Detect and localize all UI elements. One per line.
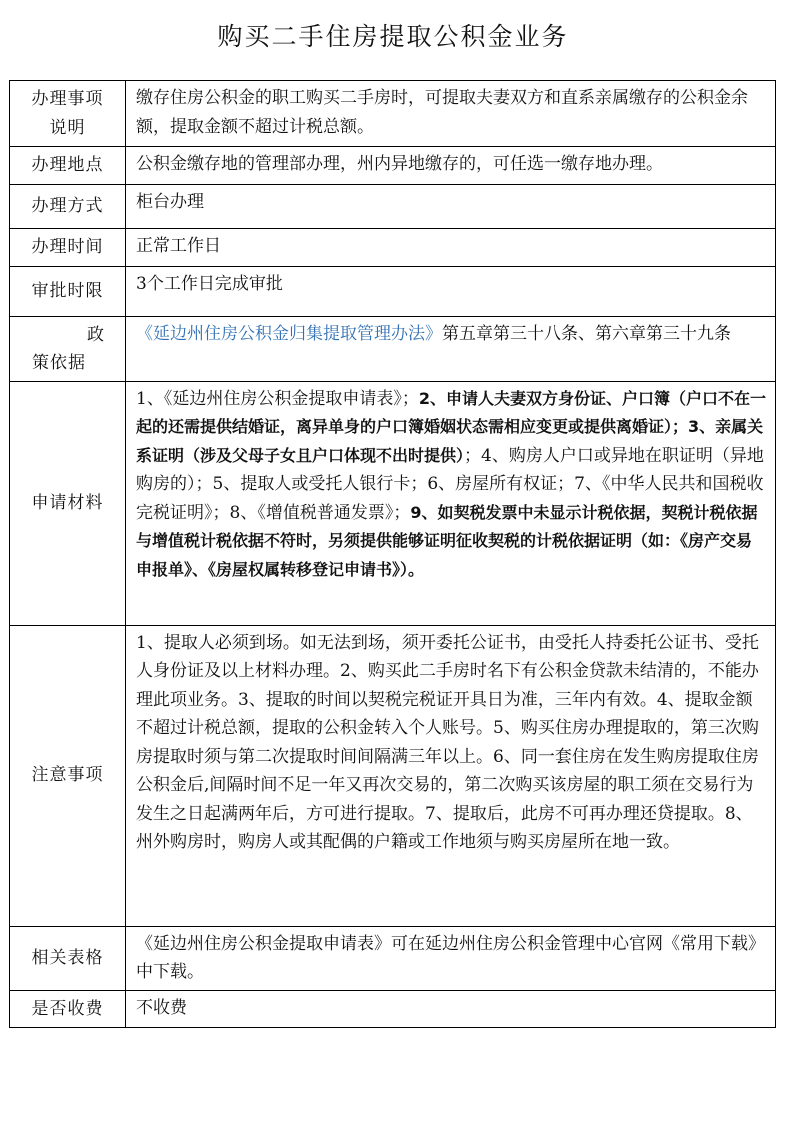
row-value-notes: 1、提取人必须到场。如无法到场，须开委托公证书，由受托人持委托公证书、受托人身份证及以上材料办理。2、购买此二手房时名下有公积金贷款未结清的，不能办理此项业务。3、提取的时间以契税完税证开具日为准，三年内有效。4、提取金额不超过计税总额，提取的公积金转入个人账号。5、购买住房办理提取的，第三次购房提取时须与第二次提取时间间隔满三年以上。6、同一套住房在发生购房提取住房公积金后,间隔时间不足一年又再次交易的，第二次购买该房屋的职工须在交易行为发生之日起满两年后，方可进行提取。7、提取后，此房不可再办理还贷提取。8、州外购房时，购房人或其配偶的户籍或工作地须与购买房屋所在地一致。	[126, 625, 776, 926]
materials-item-1: 1、《延边州住房公积金提取申请表》；	[136, 388, 419, 409]
materials-item-9: 9、如契税发票中未显示计税依据，契税计税依据与增值税计税依据不符时，另须提供能够证明征收契税的计税依据证明（如：《房产交易申报单》、《房屋权属转移登记申请书》）。	[136, 502, 758, 579]
table-row-method	[10, 185, 776, 229]
page-title: 购买二手住房提取公积金业务	[217, 22, 569, 51]
row-label-description-line1: 办理事项	[31, 89, 104, 109]
row-value-location: 公积金缴存地的管理部办理，州内异地缴存的，可任选一缴存地办理。	[126, 147, 776, 185]
row-value-time: 正常工作日	[126, 229, 776, 267]
policy-regulation-link[interactable]: 《延边州住房公积金归集提取管理办法》	[136, 323, 442, 344]
business-info-table	[9, 80, 776, 1028]
row-label-time: 办理时间	[10, 229, 126, 267]
row-label-notes: 注意事项	[10, 625, 126, 926]
materials-items-4-8: ；4、购房人户口或异地在职证明（异地购房的）；5、提取人或受托人银行卡；6、房屋所有权证；7、《中华人民共和国税收完税证明》；8、《增值税普通发票》；	[136, 445, 764, 523]
table-row-location	[10, 147, 776, 185]
table-row-forms	[10, 926, 776, 990]
row-value-policy	[126, 316, 776, 381]
row-label-forms: 相关表格	[10, 926, 126, 990]
row-label-policy-line2: 策依据	[32, 352, 86, 373]
row-label-location: 办理地点	[10, 147, 126, 185]
table-row-time	[10, 229, 776, 267]
table-row-description	[10, 81, 776, 147]
policy-article-text: 第五章第三十八条、第六章第三十九条	[442, 323, 731, 344]
table-row-fee	[10, 990, 776, 1028]
materials-items-2-3: 2、申请人夫妻双方身份证、户口簿（户口不在一起的还需提供结婚证，离异单身的户口簿婚姻状态需相应变更或提供离婚证）；3、亲属关系证明（涉及父母子女且户口体现不出时提供）	[136, 388, 766, 465]
row-value-forms: 《延边州住房公积金提取申请表》可在延边州住房公积金管理中心官网《常用下载》中下载。	[126, 926, 776, 990]
row-label-policy	[10, 316, 126, 381]
row-label-fee: 是否收费	[10, 990, 126, 1028]
row-label-method: 办理方式	[10, 185, 126, 229]
row-label-description-line2: 说明	[49, 117, 86, 138]
row-value-materials	[126, 381, 776, 625]
row-label-policy-line1: 政	[87, 324, 105, 345]
table-row-policy	[10, 316, 776, 381]
row-value-method: 柜台办理	[126, 185, 776, 229]
table-row-notes	[10, 625, 776, 926]
row-value-description: 缴存住房公积金的职工购买二手房时，可提取夫妻双方和直系亲属缴存的公积金余额，提取金额不超过计税总额。	[126, 81, 776, 147]
row-value-approval-limit: 3个工作日完成审批	[126, 266, 776, 316]
table-row-approval-limit	[10, 266, 776, 316]
row-label-description	[10, 81, 126, 147]
table-row-materials	[10, 381, 776, 625]
row-label-materials: 申请材料	[10, 381, 126, 625]
row-value-fee: 不收费	[126, 990, 776, 1028]
row-label-approval-limit: 审批时限	[10, 266, 126, 316]
